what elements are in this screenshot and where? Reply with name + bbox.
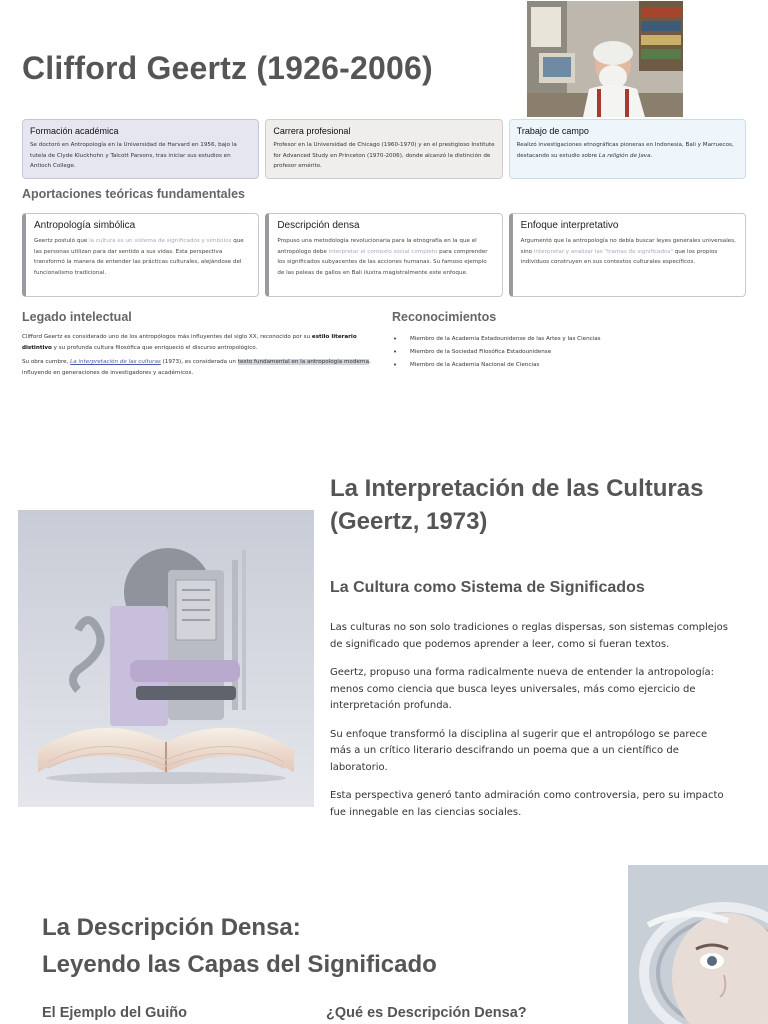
info-card-title: Formación académica	[30, 126, 119, 136]
text-span: Realizó investigaciones etnográficas pioneras en Indonesia, Bali y Marruecos, destacando su estudio sobre	[516, 142, 734, 159]
recognitions-list	[392, 333, 752, 372]
theory-card-thick-description	[265, 213, 502, 297]
body-paragraph: Las culturas no son solo tradiciones o reglas dispersas, son sistemas complejos de significado que podemos aprender a leer, como si fueran textos.	[330, 622, 728, 650]
slide2-title: La Interpretación de las Culturas (Geertz, 1973)	[330, 475, 704, 535]
section-heading-recognitions: Reconocimientos	[392, 310, 497, 324]
text-span: Su obra cumbre,	[22, 359, 71, 365]
text-span: Propuso una metodología revolucionaria para la etnografía en la que el antropólogo debe	[277, 238, 477, 255]
info-card-education	[22, 119, 259, 179]
theory-card-title: Antropología simbólica	[34, 220, 136, 231]
info-card-text	[517, 140, 738, 161]
column-heading-wink: El Ejemplo del Guiño	[42, 1005, 188, 1021]
text-span: Geertz postuló que	[34, 238, 90, 244]
info-card-career	[265, 119, 502, 179]
info-card-text: Profesor en la Universidad de Chicago (1960-1970) y en el prestigioso Institute for Advanced Study en Princeton (1970-2006), donde alcanzó la distinción de profesor emérito.	[273, 142, 495, 169]
legacy-paragraph	[22, 332, 377, 354]
book-title-em: La religión de Java	[598, 152, 651, 159]
portrait-photo	[527, 1, 683, 117]
theory-cards	[22, 213, 746, 297]
text-span: Argumentó que la antropología no debía buscar leyes generales universales, sino	[520, 238, 736, 255]
text-span: para comprender los significados subyacentes de las acciones humanas. Su famoso ejemplo de las peleas de gallos en Bali ilustra magistralmente este enfoque.	[277, 248, 488, 276]
section-heading-legacy: Legado intelectual	[22, 310, 132, 324]
list-item: • Miembro de la Academia Estadounidense de las Artes y las Ciencias	[392, 333, 752, 346]
column-heading-definition: ¿Qué es Descripción Densa?	[326, 1005, 527, 1021]
theory-card-text	[277, 236, 494, 278]
bold-text: estilo literario distintivo	[22, 334, 357, 351]
text-span: y su profunda cultura filosófica que enriqueció el discurso antropológico.	[51, 345, 258, 351]
face-illustration	[628, 865, 768, 1024]
list-item: • Miembro de la Sociedad Filosófica Estadounidense	[392, 346, 752, 359]
list-item: • Miembro de la Academia Nacional de Ciencias	[392, 359, 752, 372]
highlight-text: interpretar el contexto social completo	[328, 248, 438, 255]
text-span: Clifford Geertz es considerado uno de los antropólogos más influyentes del siglo XX, reconocido por su	[22, 334, 312, 340]
slide2-subtitle: La Cultura como Sistema de Significados	[330, 579, 645, 596]
body-paragraph: Esta perspectiva generó tanto admiración como controversia, pero su impacto fue innegable en las ciencias sociales.	[330, 790, 724, 818]
info-card-title: Trabajo de campo	[516, 126, 589, 136]
slide3-title	[42, 909, 437, 983]
highlight-text: la cultura es un sistema de significados y símbolos	[89, 238, 232, 244]
text-span: que las personas utilizan para dar sentido a sus vidas. Esta perspectiva transformó la manera de entender las prácticas culturales, alejándose del funcionalismo tradicional.	[34, 238, 244, 276]
title-line: La Descripción Densa:	[42, 914, 301, 941]
theory-card-symbolic	[22, 213, 259, 297]
text-span: .	[650, 152, 653, 159]
body-paragraph: Su enfoque transformó la disciplina al sugerir que el antropólogo se parece más a un crítico literario descifrando un poema que a un científico de laboratorio.	[330, 728, 708, 773]
text-span: que los propios individuos construyen en sus contextos culturales específicos.	[520, 248, 718, 266]
slide2-body	[330, 620, 730, 833]
title-line: Leyendo las Capas del Significado	[42, 951, 437, 978]
highlight-text: interpretar y analizar las "tramas de significados"	[533, 248, 673, 255]
info-card-title: Carrera profesional	[273, 126, 351, 136]
theory-card-title: Enfoque interpretativo	[520, 220, 619, 231]
bio-info-cards	[22, 119, 746, 179]
info-card-text: Se doctoró en Antropología en la Universidad de Harvard en 1956, bajo la tutela de Clyde Kluckhohn y Talcott Parsons, tras iniciar sus estudios en Antioch College.	[30, 142, 237, 169]
text-span: (1973), es considerada un	[160, 359, 238, 365]
legacy-paragraph	[22, 357, 377, 379]
theory-card-title: Descripción densa	[277, 220, 360, 231]
info-card-fieldwork	[509, 119, 746, 179]
theory-card-text	[521, 236, 738, 268]
text-span: , influyendo en generaciones de investigadores y académicos.	[22, 359, 371, 376]
slide-geertz-bio	[0, 0, 768, 430]
theory-card-text	[34, 236, 251, 278]
legacy-text	[22, 332, 377, 382]
book-link[interactable]: La interpretación de las culturas	[70, 359, 161, 365]
theory-card-interpretive	[509, 213, 746, 297]
highlighted-text: texto fundamental en la antropología moderna	[237, 359, 370, 365]
book-illustration	[18, 510, 314, 807]
body-paragraph: Geertz, propuso una forma radicalmente nueva de entender la antropología: menos como ciencia que busca leyes universales, más como ejercicio de interpretación profunda.	[330, 667, 714, 711]
section-heading-theory: Aportaciones teóricas fundamentales	[22, 187, 245, 201]
page-title: Clifford Geertz (1926-2006)	[22, 50, 433, 86]
